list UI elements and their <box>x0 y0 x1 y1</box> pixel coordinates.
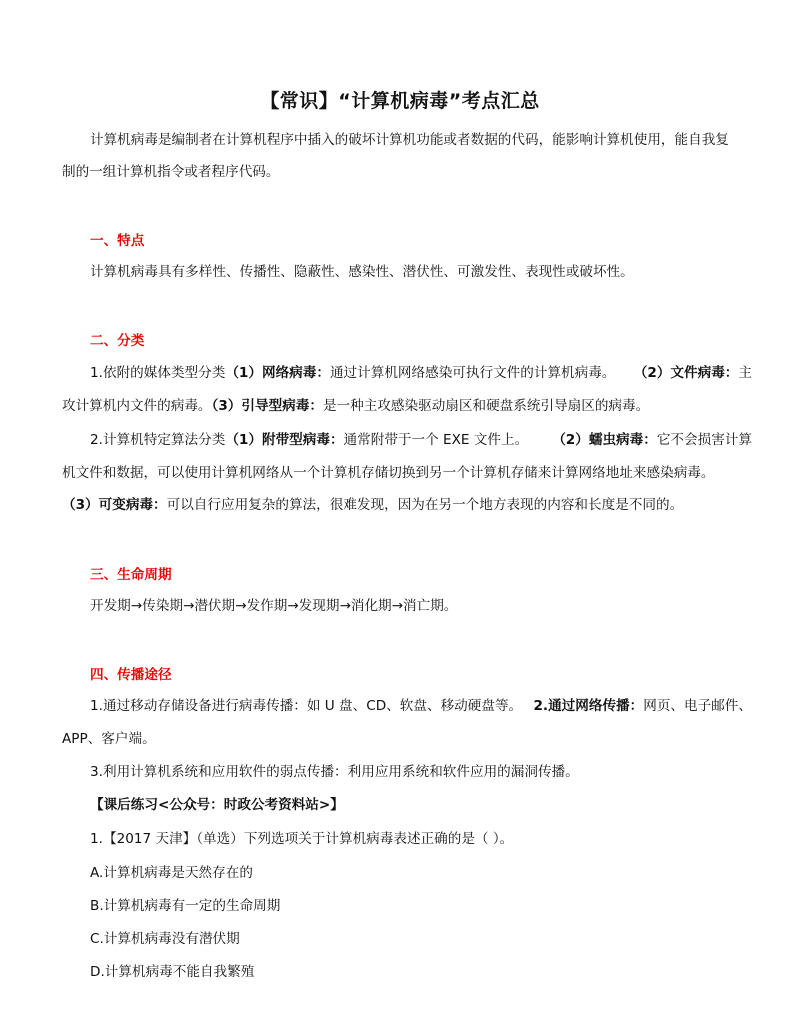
intro-line-1: 计算机病毒是编制者在计算机程序中插入的破坏计算机功能或者数据的代码，能影响计算机使用，能自我复 <box>90 132 729 148</box>
classification-p2-lead <box>90 430 528 450</box>
transmission-network-term: 2.通过网络传播： <box>533 698 644 714</box>
classification-p2-line2: 机文件和数据，可以使用计算机网络从一个计算机存储切换到另一个计算机存储来计算网络地址来感染病毒。 <box>62 465 715 481</box>
transmission-network-desc: 网页、电子邮件、 <box>643 698 752 714</box>
transmission-p1-line1 <box>90 696 752 716</box>
classification-p2-label: 2.计算机特定算法分类 <box>90 432 226 448</box>
practice-option-c: C.计算机病毒没有潜伏期 <box>90 931 240 947</box>
transmission-network-part <box>533 696 752 716</box>
worm-virus-desc-start: 它不会损害计算 <box>656 432 752 448</box>
classification-p2-tail <box>552 430 752 450</box>
file-virus-term: （2）文件病毒： <box>633 365 739 381</box>
practice-option-b: B.计算机病毒有一定的生命周期 <box>90 898 281 914</box>
variable-virus-desc: 可以自行应用复杂的算法，很难发现，因为在另一个地方表现的内容和长度是不同的。 <box>166 497 684 513</box>
classification-p1-lead <box>90 363 615 383</box>
companion-virus-term: （1）附带型病毒： <box>225 432 344 448</box>
network-virus-term: （1）网络病毒： <box>225 365 330 381</box>
classification-p1-line1 <box>90 363 752 383</box>
transmission-storage-text: 1.通过移动存储设备进行病毒传播：如 U 盘、CD、软盘、移动硬盘等。 <box>90 698 523 714</box>
section-heading-classification: 二、分类 <box>90 333 145 349</box>
section-heading-features: 一、特点 <box>90 233 145 249</box>
practice-option-d: D.计算机病毒不能自我繁殖 <box>90 964 255 980</box>
file-virus-desc-start: 主 <box>738 365 752 381</box>
boot-virus-term: （3）引导型病毒： <box>211 398 323 414</box>
transmission-p1-line2: APP、客户端。 <box>62 731 156 747</box>
practice-question: 1.【2017 天津】（单选）下列选项关于计算机病毒表述正确的是（ ）。 <box>90 831 514 847</box>
lifecycle-text: 开发期→传染期→潜伏期→发作期→发现期→消化期→消亡期。 <box>90 598 458 614</box>
section-heading-lifecycle: 三、生命周期 <box>90 567 172 583</box>
variable-virus-term: （3）可变病毒： <box>62 497 167 513</box>
classification-p2-line1 <box>90 430 752 450</box>
classification-p1-tail <box>634 363 752 383</box>
intro-line-2: 制的一组计算机指令或者程序代码。 <box>62 164 280 180</box>
worm-virus-term: （2）蠕虫病毒： <box>552 432 657 448</box>
page-title: 【常识】“计算机病毒”考点汇总 <box>260 90 540 112</box>
file-virus-desc-end: 攻计算机内文件的病毒。 <box>62 398 212 414</box>
practice-header: 【课后练习<公众号：时政公考资料站>】 <box>90 797 344 813</box>
section-heading-transmission: 四、传播途径 <box>90 667 172 683</box>
practice-option-a: A.计算机病毒是天然存在的 <box>90 865 253 881</box>
classification-p1-line2 <box>62 396 752 416</box>
boot-virus-desc: 是一种主攻感染驱动扇区和硬盘系统引导扇区的病毒。 <box>322 398 650 414</box>
classification-p1-label: 1.依附的媒体类型分类 <box>90 365 226 381</box>
classification-p2-line3 <box>62 495 752 515</box>
transmission-p2: 3.利用计算机系统和应用软件的弱点传播：利用应用系统和软件应用的漏洞传播。 <box>90 764 579 780</box>
features-text: 计算机病毒具有多样性、传播性、隐蔽性、感染性、潜伏性、可激发性、表现性或破坏性。 <box>90 264 634 280</box>
network-virus-desc: 通过计算机网络感染可执行文件的计算机病毒。 <box>329 365 616 381</box>
companion-virus-desc: 通常附带于一个 EXE 文件上。 <box>343 432 529 448</box>
